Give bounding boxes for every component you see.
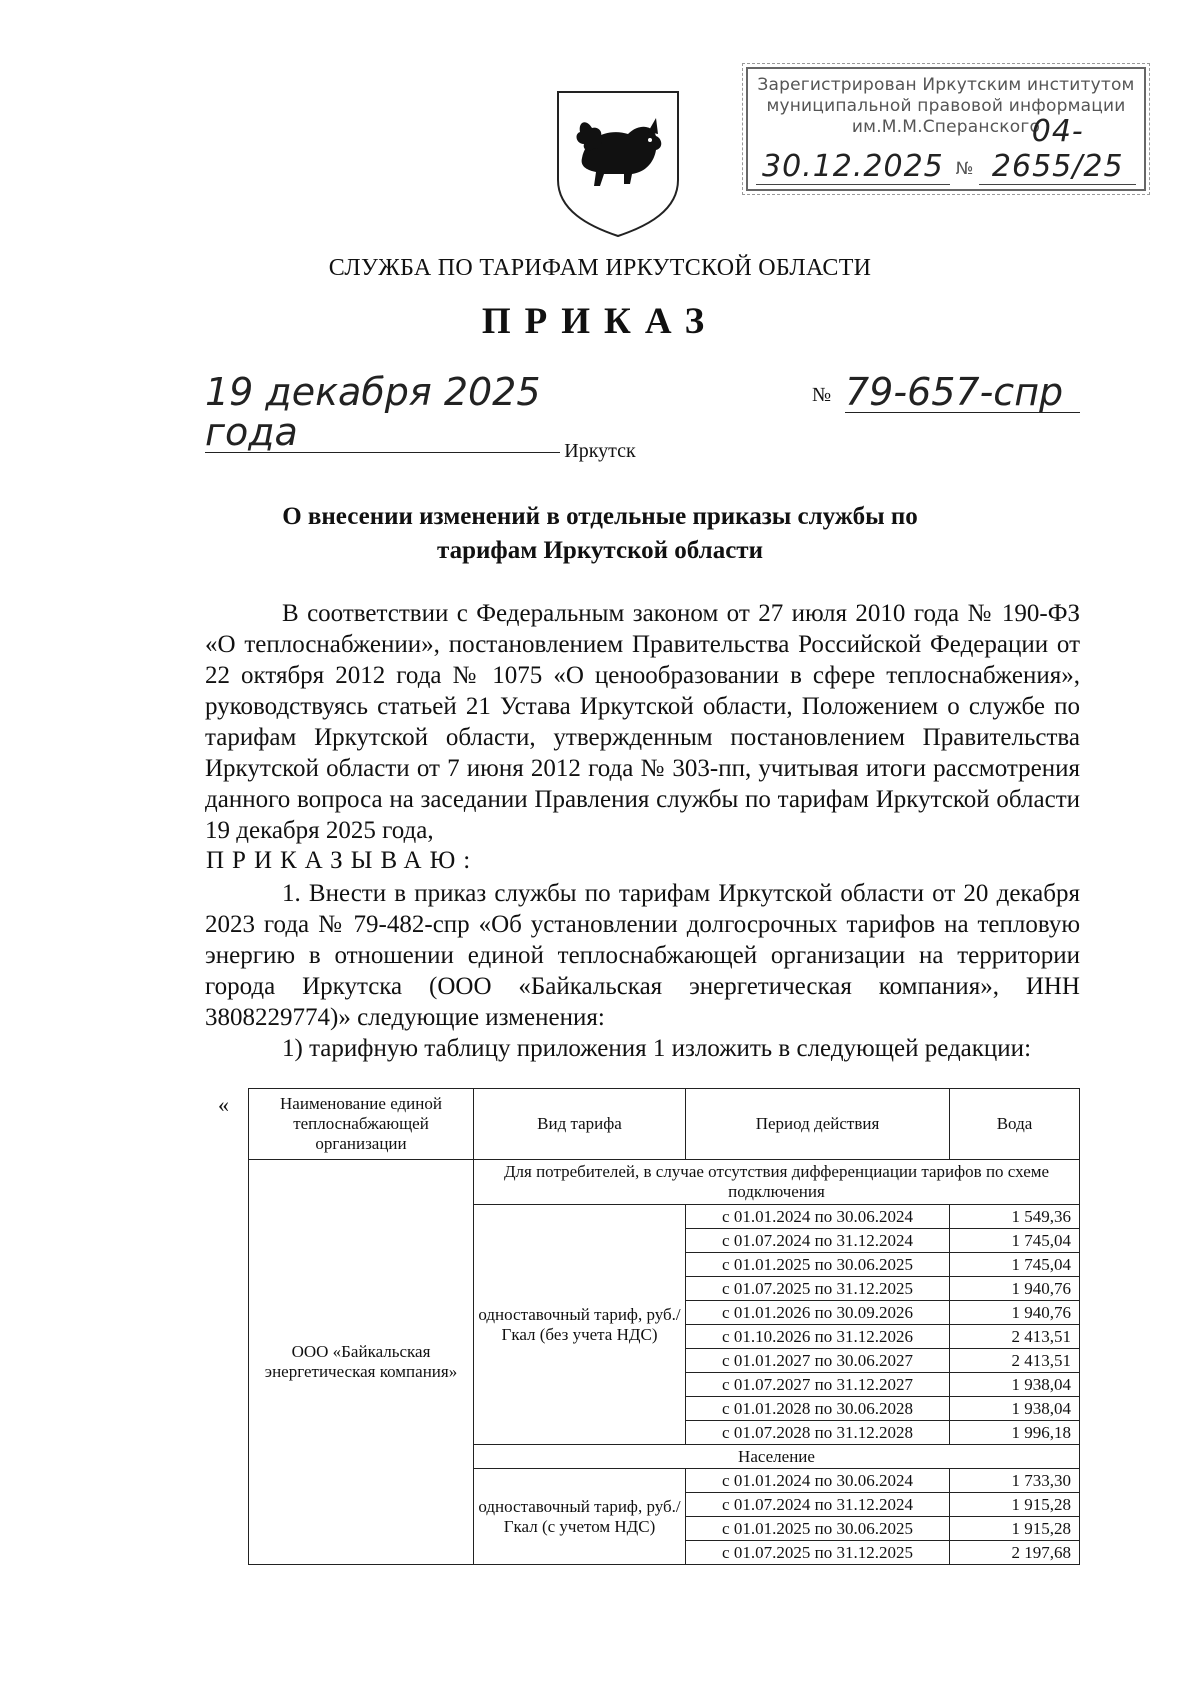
order-number: 79-657-спр xyxy=(845,372,1080,413)
document-type: ПРИКАЗ xyxy=(481,301,719,342)
preamble-paragraph xyxy=(205,598,1080,846)
opening-quote: « xyxy=(218,1092,229,1117)
period-cell: с 01.01.2024 по 30.06.2024 xyxy=(686,1469,950,1493)
value-cell: 1 940,76 xyxy=(950,1301,1080,1325)
registration-stamp xyxy=(746,67,1146,191)
stamp-date: 30.12.2025 xyxy=(756,149,950,185)
tariff-type-cell: одноставочный тариф, руб./Гкал (с учетом НДС) xyxy=(474,1469,686,1565)
value-cell: 2 413,51 xyxy=(950,1325,1080,1349)
paragraph-text: 1. Внести в приказ службы по тарифам Иркутской области от 20 декабря 2023 года № 79-482-спр «Об установлении долгосрочных тарифов на тепловую энергию в отношении единой теплоснабжающей организации на территории города Иркутска (ООО «Байкальская энергетическая компания», ИНН 3808229774)» следующие изменения: xyxy=(205,880,1080,1031)
period-cell: с 01.07.2024 по 31.12.2024 xyxy=(686,1493,950,1517)
value-cell: 2 413,51 xyxy=(950,1349,1080,1373)
period-cell: с 01.07.2025 по 31.12.2025 xyxy=(686,1277,950,1301)
period-cell: с 01.07.2027 по 31.12.2027 xyxy=(686,1373,950,1397)
value-cell: 1 940,76 xyxy=(950,1277,1080,1301)
order-date: 19 декабря 2025 года xyxy=(205,372,560,453)
period-cell: с 01.07.2024 по 31.12.2024 xyxy=(686,1229,950,1253)
stamp-number-sign: № xyxy=(955,159,974,179)
value-cell: 1 745,04 xyxy=(950,1253,1080,1277)
period-cell: с 01.01.2025 по 30.06.2025 xyxy=(686,1517,950,1541)
value-cell: 1 733,30 xyxy=(950,1469,1080,1493)
period-cell: с 01.07.2028 по 31.12.2028 xyxy=(686,1421,950,1445)
tariff-type-cell: одноставочный тариф, руб./Гкал (без учета НДС) xyxy=(474,1205,686,1445)
section-heading: Население xyxy=(474,1445,1080,1469)
period-cell: с 01.10.2026 по 31.12.2026 xyxy=(686,1325,950,1349)
header-water: Вода xyxy=(950,1089,1080,1160)
value-cell: 1 938,04 xyxy=(950,1397,1080,1421)
subitem-1-paragraph: 1) тарифную таблицу приложения 1 изложить в следующей редакции: xyxy=(282,1035,1032,1062)
coat-of-arms xyxy=(552,88,684,240)
coat-of-arms-icon xyxy=(552,88,684,240)
table-header-row xyxy=(249,1089,1080,1160)
period-cell: с 01.01.2028 по 30.06.2028 xyxy=(686,1397,950,1421)
stamp-number: 04-2655/25 xyxy=(979,114,1136,185)
agency-name: СЛУЖБА ПО ТАРИФАМ ИРКУТСКОЙ ОБЛАСТИ xyxy=(328,255,872,281)
value-cell: 1 549,36 xyxy=(950,1205,1080,1229)
organization-cell: ООО «Байкальская энергетическая компания» xyxy=(249,1160,474,1565)
tariff-table xyxy=(248,1088,1080,1565)
value-cell: 1 915,28 xyxy=(950,1493,1080,1517)
header-period: Период действия xyxy=(686,1089,950,1160)
header-organization: Наименование единой теплоснабжающей организации xyxy=(249,1089,474,1160)
city: Иркутск xyxy=(564,440,636,462)
period-cell: с 01.07.2025 по 31.12.2025 xyxy=(686,1541,950,1565)
header-tariff-type: Вид тарифа xyxy=(474,1089,686,1160)
paragraph-text: В соответствии с Федеральным законом от 27 июля 2010 года № 190-ФЗ «О теплоснабжении», постановлением Правительства Российской Федерации от 22 октября 2012 года № 1075 «О ценообразовании в сфере теплоснабжения», руководствуясь статьей 21 Устава Иркутской области, Положением о службе по тарифам Иркутской области, утвержденным постановлением Правительства Иркутской области от 7 июня 2012 года № 303-пп, учитывая итоги рассмотрения данного вопроса на заседании Правления службы по тарифам Иркутской области 19 декабря 2025 года, xyxy=(205,600,1080,844)
table-section-row xyxy=(249,1160,1080,1205)
order-number-sign: № xyxy=(812,384,832,406)
period-cell: с 01.01.2024 по 30.06.2024 xyxy=(686,1205,950,1229)
document-title: О внесении изменений в отдельные приказы службы по тарифам Иркутской области xyxy=(282,503,918,564)
value-cell: 1 745,04 xyxy=(950,1229,1080,1253)
item-1-paragraph xyxy=(205,878,1080,1033)
period-cell: с 01.01.2027 по 30.06.2027 xyxy=(686,1349,950,1373)
stamp-line: им.М.М.Сперанского xyxy=(851,117,1041,137)
decree-word: ПРИКАЗЫВАЮ: xyxy=(206,847,479,874)
value-cell: 2 197,68 xyxy=(950,1541,1080,1565)
value-cell: 1 915,28 xyxy=(950,1517,1080,1541)
section-heading: Для потребителей, в случае отсутствия дифференциации тарифов по схеме подключения xyxy=(474,1160,1080,1205)
period-cell: с 01.01.2025 по 30.06.2025 xyxy=(686,1253,950,1277)
stamp-line: Зарегистрирован Иркутским институтом xyxy=(757,75,1135,95)
value-cell: 1 996,18 xyxy=(950,1421,1080,1445)
stamp-line: муниципальной правовой информации xyxy=(766,96,1126,116)
period-cell: с 01.01.2026 по 30.09.2026 xyxy=(686,1301,950,1325)
value-cell: 1 938,04 xyxy=(950,1373,1080,1397)
